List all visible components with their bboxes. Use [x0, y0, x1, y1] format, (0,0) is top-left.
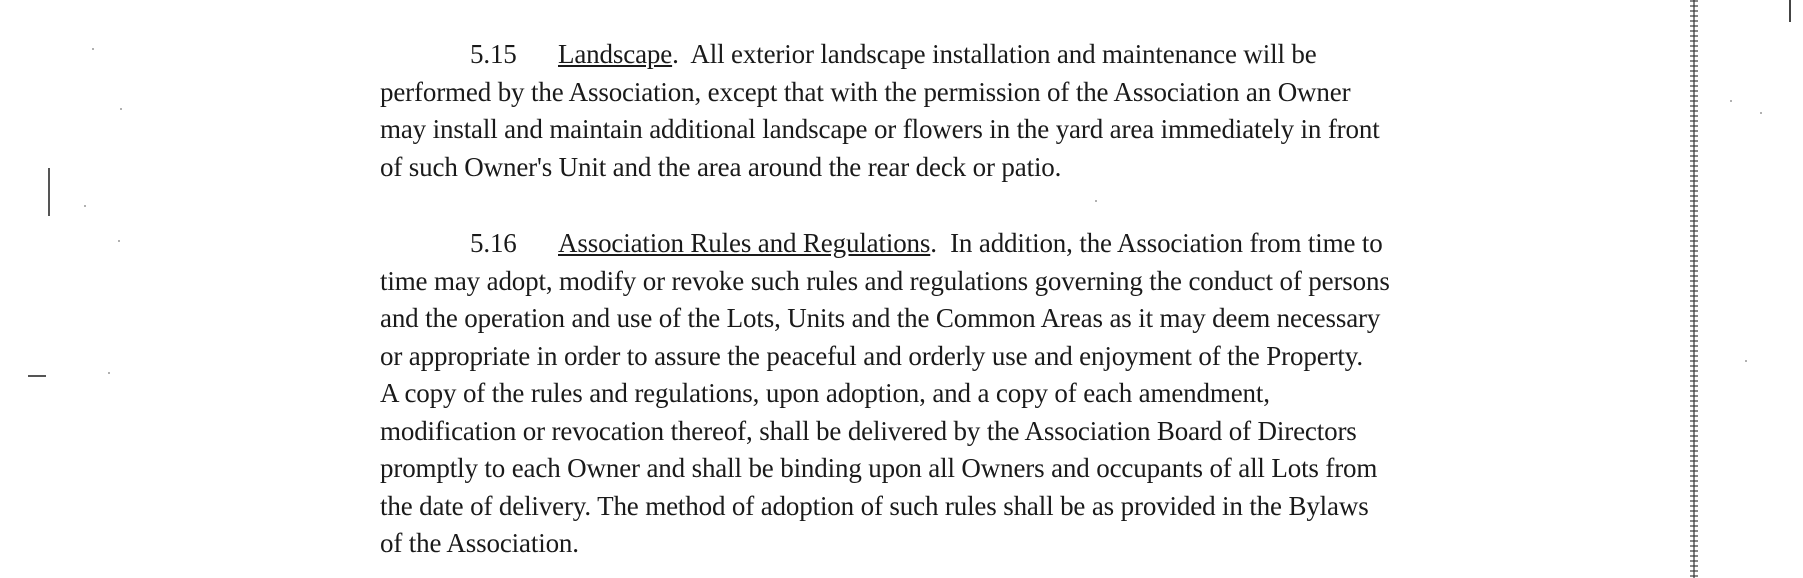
section-first-line: [380, 225, 1520, 263]
section-text-line: or appropriate in order to assure the peaceful and orderly use and enjoyment of the Property.: [380, 340, 1363, 371]
section-number: 5.16: [470, 228, 517, 258]
scan-speck: [84, 205, 86, 207]
binding-edge-line: [1693, 0, 1695, 578]
section-text-line: performed by the Association, except that with the permission of the Association an Owner: [380, 76, 1351, 107]
scan-speck: [1095, 200, 1097, 202]
section-first-line: [380, 36, 1520, 74]
scan-speck: [108, 372, 110, 374]
section-text-line: promptly to each Owner and shall be binding upon all Owners and occupants of all Lots from: [380, 453, 1378, 483]
section-text-line: and the operation and use of the Lots, Units and the Common Areas as it may deem necessary: [380, 303, 1381, 333]
section-text-line: All exterior landscape installation and maintenance will be: [690, 39, 1317, 69]
section-text-line: of the Association.: [380, 528, 579, 558]
section-text-line: In addition, the Association from time to: [950, 228, 1383, 258]
section-text-line: modification or revocation thereof, shall be delivered by the Association Board of Directors: [380, 415, 1357, 446]
margin-mark: [28, 375, 46, 377]
section-text-line: may install and maintain additional landscape or flowers in the yard area immediately in front: [380, 114, 1380, 144]
section-heading: Landscape: [558, 39, 673, 69]
section-text-line: time may adopt, modify or revoke such rules and regulations governing the conduct of persons: [380, 265, 1390, 296]
section-number: 5.15: [470, 39, 517, 69]
section-5-16: [380, 225, 1520, 563]
margin-mark: [48, 168, 50, 216]
section-text-line: of such Owner's Unit and the area around the rear deck or patio.: [380, 151, 1062, 182]
section-heading: Association Rules and Regulations: [558, 228, 931, 258]
heading-period: .: [672, 39, 691, 69]
scan-speck: [118, 240, 120, 242]
scan-speck: [92, 48, 94, 50]
section-5-15: [380, 36, 1520, 186]
scan-speck: [120, 108, 122, 110]
heading-period: .: [930, 228, 951, 258]
edge-mark: [1789, 0, 1791, 22]
section-text-line: the date of delivery. The method of adoption of such rules shall be as provided in the Bylaws: [380, 490, 1369, 521]
scan-speck: [1730, 100, 1732, 102]
scan-speck: [1760, 112, 1762, 114]
scan-speck: [1745, 360, 1747, 362]
section-text-line: A copy of the rules and regulations, upon adoption, and a copy of each amendment,: [380, 378, 1270, 408]
